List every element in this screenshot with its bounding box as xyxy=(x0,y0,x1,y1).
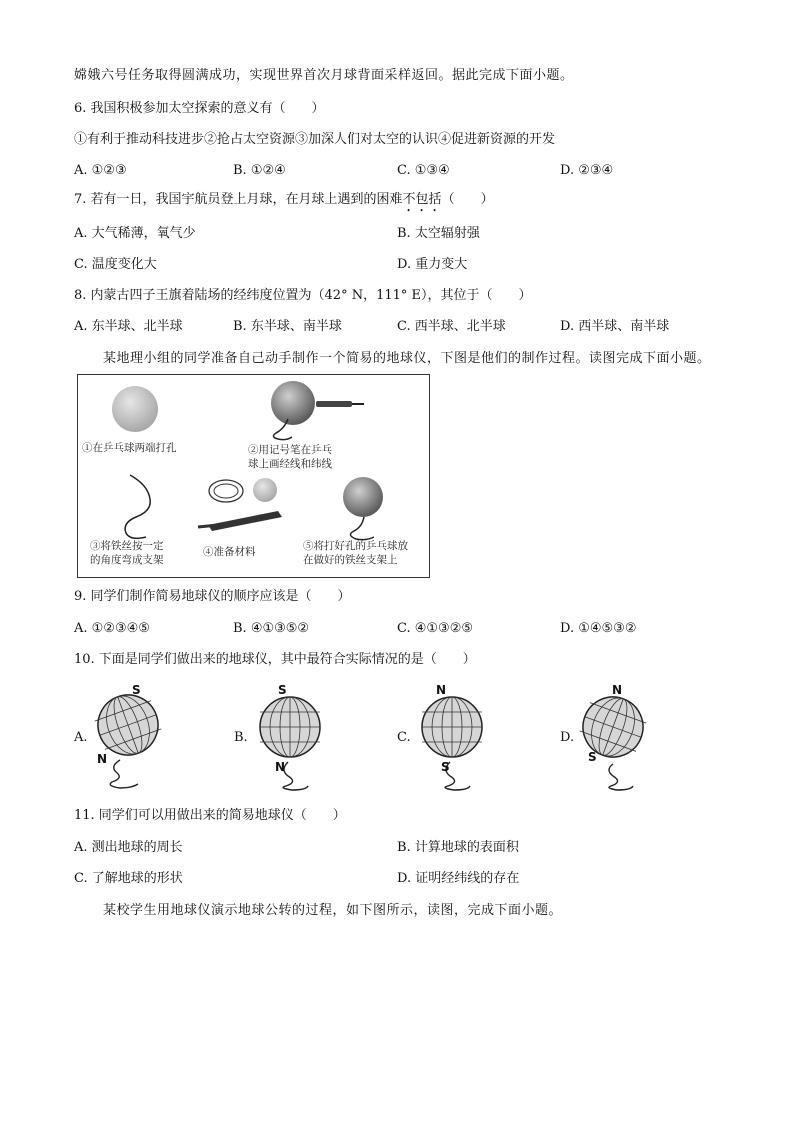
pliers-icon xyxy=(208,511,282,531)
q11-option-b[interactable]: B. 计算地球的表面积 xyxy=(397,840,519,855)
q10-globe-a-top-pole: S xyxy=(132,683,141,697)
q9-option-d[interactable]: D. ①④⑤③② xyxy=(560,621,637,636)
q7-option-a[interactable]: A. 大气稀薄，氧气少 xyxy=(74,226,196,241)
q10-globe-b-bottom-pole: N xyxy=(275,760,286,774)
q11-option-c[interactable]: C. 了解地球的形状 xyxy=(74,871,183,886)
q10-globe-a[interactable] xyxy=(90,680,170,790)
finished-globe-icon xyxy=(343,477,383,517)
q7-blank: （ ） xyxy=(441,192,494,207)
q10-globe-b-top-pole: S xyxy=(278,683,287,697)
step-1-caption: ①在乒乓球两端打孔 xyxy=(82,442,177,454)
step-5-caption-line2: 在做好的铁丝支架上 xyxy=(303,554,398,566)
q8-option-b[interactable]: B. 东半球、南半球 xyxy=(233,319,342,334)
step-5-caption-line1: ⑤将打好孔的乒乓球放 xyxy=(303,540,408,552)
q8-option-c[interactable]: C. 西半球、北半球 xyxy=(397,319,506,334)
q9-option-c[interactable]: C. ④①③②⑤ xyxy=(397,621,474,636)
step-3-caption-line1: ③将铁丝按一定 xyxy=(90,540,164,552)
q10-globe-c-top-pole: N xyxy=(436,683,447,697)
q6-stem: 6. 我国积极参加太空探索的意义有（ ） xyxy=(74,101,325,116)
wire-stand-icon xyxy=(125,475,150,538)
q6-option-d[interactable]: D. ②③④ xyxy=(560,163,614,178)
q10-globe-a-bottom-pole: N xyxy=(97,752,108,766)
q6-option-b[interactable]: B. ①②④ xyxy=(233,163,286,178)
materials-ball-icon xyxy=(253,478,277,502)
q8-option-a[interactable]: A. 东半球、北半球 xyxy=(74,319,183,334)
q11-option-a[interactable]: A. 测出地球的周长 xyxy=(74,840,183,855)
marked-ball-icon xyxy=(271,381,315,425)
q10-globe-d[interactable] xyxy=(575,682,655,792)
q9-option-b[interactable]: B. ④①③⑤② xyxy=(233,621,310,636)
closing-intro: 某校学生用地球仪演示地球公转的过程，如下图所示，读图，完成下面小题。 xyxy=(103,903,563,918)
q7-stem-text: 7. 若有一日，我国宇航员登上月球，在月球上遇到的困难 xyxy=(74,192,403,207)
q8-stem: 8. 内蒙古四子王旗着陆场的经纬度位置为（42° N，111° E），其位于（ ） xyxy=(74,288,532,303)
passage-intro: 嫦娥六号任务取得圆满成功，实现世界首次月球背面采样返回。据此完成下面小题。 xyxy=(74,68,574,83)
q11-option-d[interactable]: D. 证明经纬线的存在 xyxy=(397,871,520,886)
q7-stem xyxy=(74,191,494,215)
q9-stem: 9. 同学们制作简易地球仪的顺序应该是（ ） xyxy=(74,589,351,604)
group-intro: 某地理小组的同学准备自己动手制作一个简易的地球仪，下图是他们的制作过程。读图完成下面小题。 xyxy=(103,351,711,366)
q10-option-a-label[interactable]: A. xyxy=(74,730,88,745)
q10-option-c-label[interactable]: C. xyxy=(397,730,411,745)
q6-statements: ①有利于推动科技进步②抢占太空资源③加深人们对太空的认识④促进新资源的开发 xyxy=(74,132,556,147)
step-4-caption: ④准备材料 xyxy=(203,546,256,558)
globe-making-figure xyxy=(77,374,430,578)
q7-option-b[interactable]: B. 太空辐射强 xyxy=(397,226,480,241)
q10-globe-b[interactable] xyxy=(252,682,332,792)
q7-option-d[interactable]: D. 重力变大 xyxy=(397,257,468,272)
q10-stem: 10. 下面是同学们做出来的地球仪，其中最符合实际情况的是（ ） xyxy=(74,652,476,667)
q10-option-d-label[interactable]: D. xyxy=(560,730,575,745)
ping-pong-ball-icon xyxy=(112,386,158,432)
step-2-caption-line1: ②用记号笔在乒乓 xyxy=(248,444,332,456)
q6-option-a[interactable]: A. ①②③ xyxy=(74,163,127,178)
q10-globe-d-top-pole: N xyxy=(612,683,623,697)
marker-pen-icon xyxy=(316,401,352,407)
q10-globe-d-bottom-pole: S xyxy=(588,750,597,764)
q9-option-a[interactable]: A. ①②③④⑤ xyxy=(74,621,150,636)
q11-stem: 11. 同学们可以用做出来的简易地球仪（ ） xyxy=(74,808,346,823)
step-3-caption-line2: 的角度弯成支架 xyxy=(90,554,164,566)
q10-globe-c-bottom-pole: S xyxy=(441,760,450,774)
step-2-caption-line2: 球上画经线和纬线 xyxy=(248,458,332,470)
q6-option-c[interactable]: C. ①③④ xyxy=(397,163,450,178)
q7-option-c[interactable]: C. 温度变化大 xyxy=(74,257,157,272)
q10-globe-c[interactable] xyxy=(414,682,494,792)
q7-emphasis: 不包括 xyxy=(402,192,442,207)
q8-option-d[interactable]: D. 西半球、南半球 xyxy=(560,319,670,334)
q10-option-b-label[interactable]: B. xyxy=(234,730,248,745)
